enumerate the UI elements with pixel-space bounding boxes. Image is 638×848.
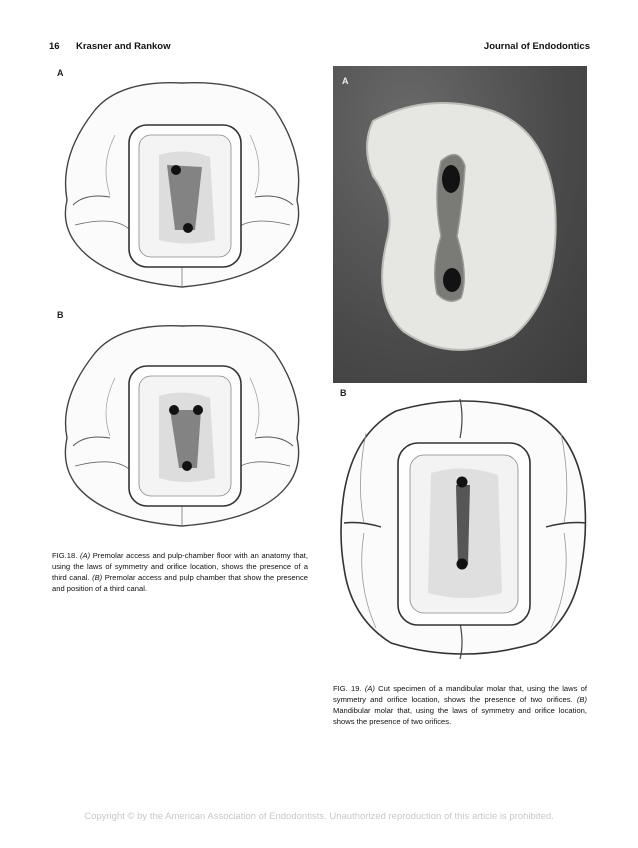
running-header bbox=[49, 41, 590, 55]
fig18-caption-text-1: Premolar access and pulp-chamber floor with an anatomy that, using the laws of symmetry and orifice location, shows the presence of a third canal. bbox=[52, 551, 308, 582]
fig18-panel-a-label: A bbox=[57, 68, 64, 78]
header-authors: Krasner and Rankow bbox=[76, 41, 171, 52]
fig19-caption-label: FIG. 19. bbox=[333, 684, 362, 693]
fig18-caption bbox=[52, 550, 308, 594]
fig18b-premolar-drawing bbox=[55, 318, 310, 533]
fig18-panel-b-label: B bbox=[57, 310, 64, 320]
fig19-caption-text-2: Mandibular molar that, using the laws of symmetry and orifice location, shows the presence of two orifices. bbox=[333, 706, 587, 726]
fig18-caption-text-2: Premolar access and pulp chamber that show the presence and position of a third canal. bbox=[52, 573, 308, 593]
fig19-caption-b-marker: (B) bbox=[576, 695, 587, 704]
fig19a-cut-molar-image bbox=[333, 66, 587, 383]
fig19-panel-a-label: A bbox=[342, 76, 349, 86]
fig19-caption-a-marker: (A) bbox=[364, 684, 375, 693]
fig19b-molar-drawing bbox=[336, 393, 591, 659]
fig19-caption bbox=[333, 683, 587, 727]
fig19-caption-text-1: Cut specimen of a mandibular molar that, using the laws of symmetry and orifice location, shows the presence of two orifices. bbox=[333, 684, 587, 704]
header-journal: Journal of Endodontics bbox=[483, 41, 590, 52]
page-number: 16 bbox=[49, 41, 60, 52]
fig18-caption-label: FIG.18. bbox=[52, 551, 78, 560]
fig18-caption-b-marker: (B) bbox=[92, 573, 103, 582]
fig18a-premolar-drawing bbox=[55, 75, 310, 295]
fig18-caption-a-marker: (A) bbox=[79, 551, 91, 560]
fig19-panel-b-label: B bbox=[340, 388, 347, 398]
copyright-notice: Copyright © by the American Association of Endodontists. Unauthorized reproduction of this article is prohibited. bbox=[84, 811, 554, 822]
fig19a-specimen-photo bbox=[333, 66, 587, 383]
